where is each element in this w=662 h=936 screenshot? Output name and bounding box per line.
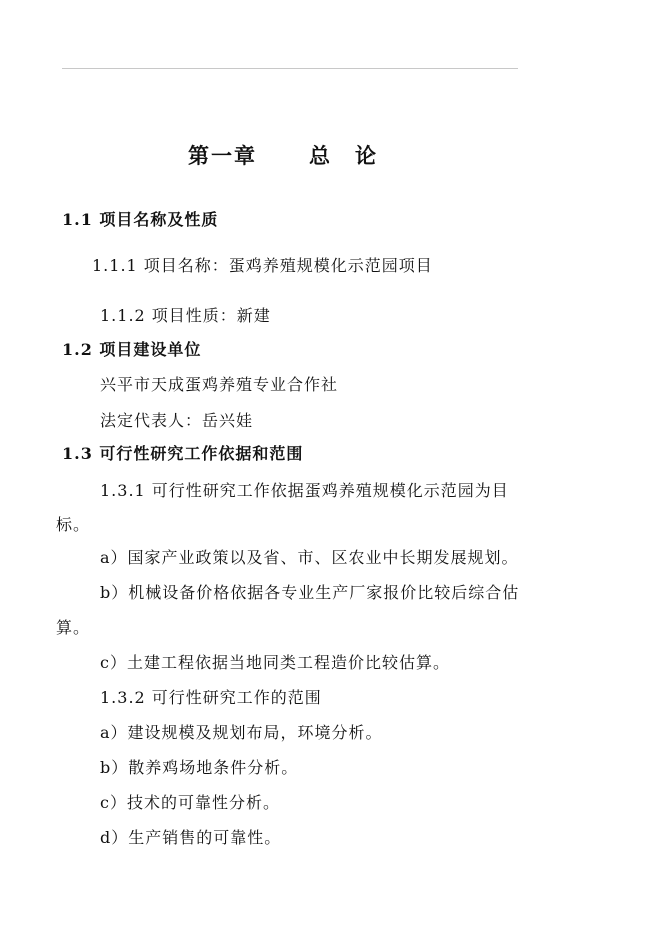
basis-item-b-line-2: 算。 bbox=[56, 618, 91, 637]
scope-item-a: a）建设规模及规划布局，环境分析。 bbox=[100, 723, 383, 742]
chapter-number: 第一章 bbox=[188, 143, 257, 168]
section-heading-1-1: 1.1 项目名称及性质 bbox=[62, 210, 219, 229]
section-heading-1-2: 1.2 项目建设单位 bbox=[62, 340, 202, 359]
section-heading-1-3: 1.3 可行性研究工作依据和范围 bbox=[62, 444, 304, 463]
header-rule bbox=[62, 68, 518, 69]
chapter-name: 总 论 bbox=[309, 143, 378, 168]
scope-item-c: c）技术的可靠性分析。 bbox=[100, 793, 280, 812]
construction-unit: 兴平市天成蛋鸡养殖专业合作社 bbox=[100, 375, 339, 394]
basis-item-a: a）国家产业政策以及省、市、区农业中长期发展规划。 bbox=[100, 548, 519, 567]
project-nature: 1.1.2 项目性质：新建 bbox=[100, 306, 271, 325]
project-name: 1.1.1 项目名称：蛋鸡养殖规模化示范园项目 bbox=[92, 256, 433, 275]
basis-line-2: 标。 bbox=[56, 515, 91, 534]
basis-item-b-line-1: b）机械设备价格依据各专业生产厂家报价比较后综合估 bbox=[100, 583, 520, 602]
scope-heading: 1.3.2 可行性研究工作的范围 bbox=[100, 688, 322, 707]
legal-representative: 法定代表人：岳兴娃 bbox=[100, 411, 254, 430]
chapter-title bbox=[188, 140, 378, 170]
scope-item-d: d）生产销售的可靠性。 bbox=[100, 828, 282, 847]
basis-line-1: 1.3.1 可行性研究工作依据蛋鸡养殖规模化示范园为目 bbox=[100, 481, 509, 500]
scope-item-b: b）散养鸡场地条件分析。 bbox=[100, 758, 299, 777]
basis-item-c: c）土建工程依据当地同类工程造价比较估算。 bbox=[100, 653, 450, 672]
